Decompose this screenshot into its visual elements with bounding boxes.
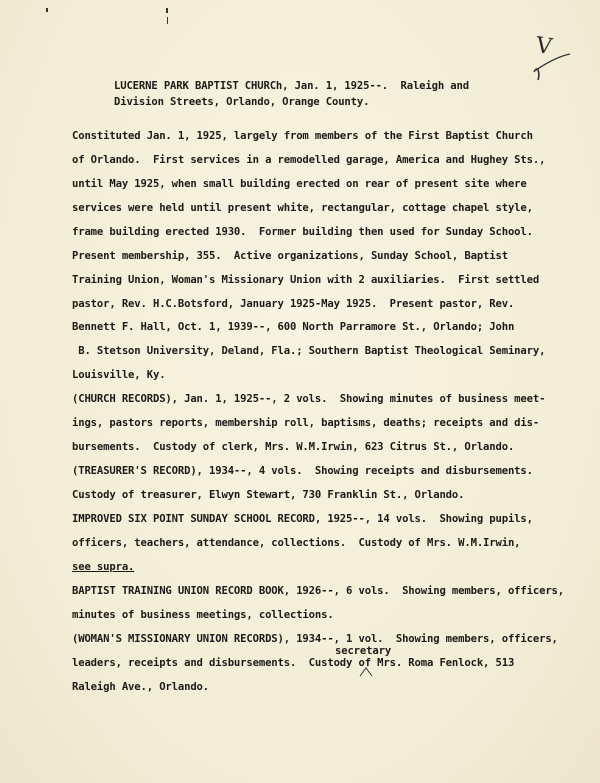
body-line: IMPROVED SIX POINT SUNDAY SCHOOL RECORD, 1925--, 14 vols. Showing pupils, bbox=[72, 513, 533, 525]
ink-mark bbox=[46, 8, 48, 12]
body-line: of Orlando. First services in a remodelled garage, America and Hughey Sts., bbox=[72, 154, 546, 166]
body-line: Training Union, Woman's Missionary Union with 2 auxiliaries. First settled bbox=[72, 274, 540, 286]
handwritten-scribble bbox=[526, 50, 586, 100]
body-line: until May 1925, when small building erected on rear of present site where bbox=[72, 178, 527, 190]
body-line: Present membership, 355. Active organizations, Sunday School, Baptist bbox=[72, 250, 508, 262]
body-line: (WOMAN'S MISSIONARY UNION RECORDS), 1934--, 1 vol. Showing members, officers, bbox=[72, 633, 558, 645]
body-line: (TREASURER'S RECORD), 1934--, 4 vols. Showing receipts and disbursements. bbox=[72, 465, 533, 477]
caret-insertion-mark bbox=[358, 666, 378, 678]
body-line: officers, teachers, attendance, collections. Custody of Mrs. W.M.Irwin, bbox=[72, 537, 521, 549]
body-line: services were held until present white, rectangular, cottage chapel style, bbox=[72, 202, 533, 214]
interlinear-insertion: secretary bbox=[335, 645, 392, 657]
body-line: Constituted Jan. 1, 1925, largely from members of the First Baptist Church bbox=[72, 130, 533, 142]
heading-line-2: Division Streets, Orlando, Orange County. bbox=[114, 96, 370, 108]
body-line: minutes of business meetings, collections. bbox=[72, 609, 334, 621]
body-line: (CHURCH RECORDS), Jan. 1, 1925--, 2 vols. Showing minutes of business meet- bbox=[72, 393, 546, 405]
body-line: Louisville, Ky. bbox=[72, 369, 166, 381]
body-line: Raleigh Ave., Orlando. bbox=[72, 681, 210, 693]
handwritten-check-mark: V bbox=[534, 33, 554, 60]
body-line: leaders, receipts and disbursements. Custody of Mrs. Roma Fenlock, 513 bbox=[72, 657, 515, 669]
body-line: BAPTIST TRAINING UNION RECORD BOOK, 1926--, 6 vols. Showing members, officers, bbox=[72, 585, 565, 597]
heading-line-1: LUCERNE PARK BAPTIST CHURCh, Jan. 1, 1925--. Raleigh and bbox=[114, 80, 469, 92]
ink-mark bbox=[166, 8, 168, 13]
body-line: B. Stetson University, Deland, Fla.; Southern Baptist Theological Seminary, bbox=[72, 345, 546, 357]
body-line: see supra. bbox=[72, 561, 135, 573]
body-line: frame building erected 1930. Former building then used for Sunday School. bbox=[72, 226, 533, 238]
body-line: pastor, Rev. H.C.Botsford, January 1925-May 1925. Present pastor, Rev. bbox=[72, 298, 515, 310]
body-line: ings, pastors reports, membership roll, baptisms, deaths; receipts and dis- bbox=[72, 417, 540, 429]
body-line: Bennett F. Hall, Oct. 1, 1939--, 600 North Parramore St., Orlando; John bbox=[72, 321, 515, 333]
body-line: bursements. Custody of clerk, Mrs. W.M.Irwin, 623 Citrus St., Orlando. bbox=[72, 441, 515, 453]
ink-mark bbox=[167, 17, 168, 24]
body-line: Custody of treasurer, Elwyn Stewart, 730 Franklin St., Orlando. bbox=[72, 489, 465, 501]
